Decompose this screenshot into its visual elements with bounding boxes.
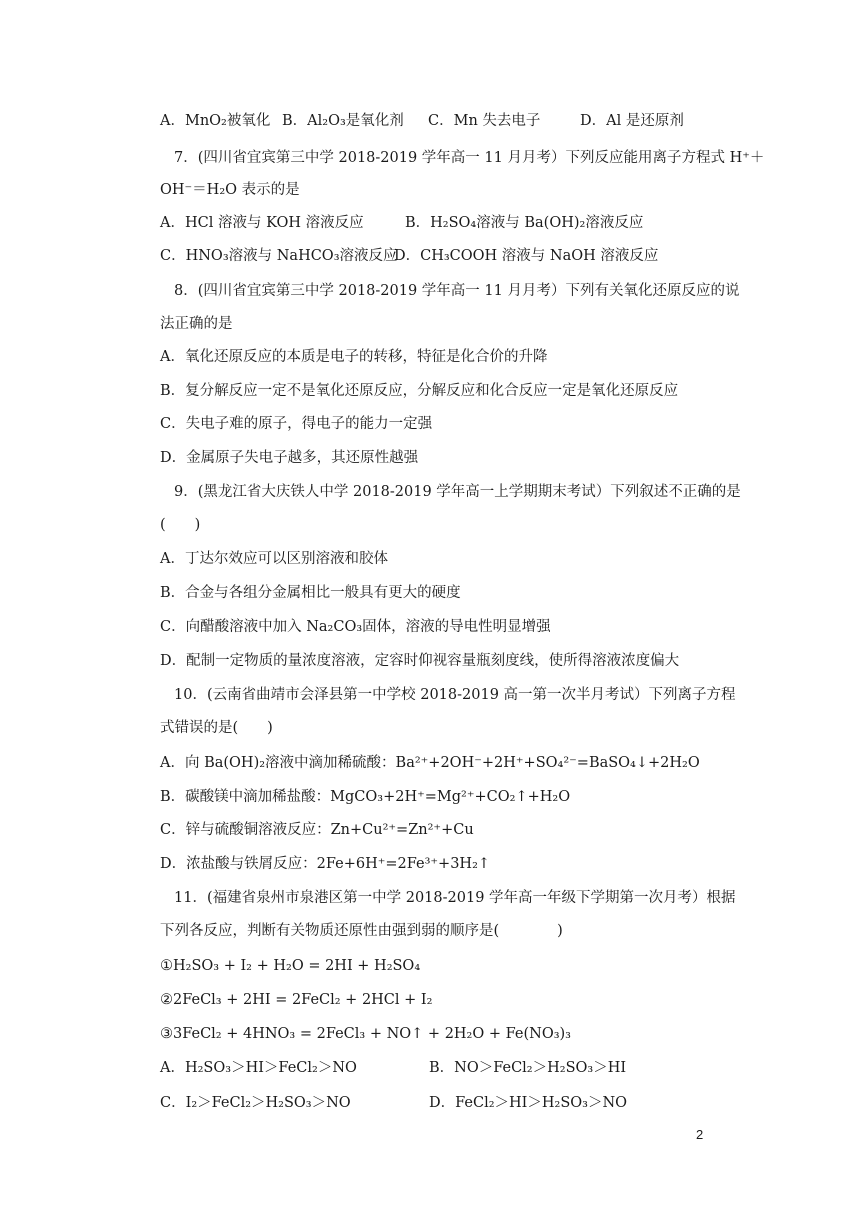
q9-stem-line1: 9．(黑龙江省大庆铁人中学 2018-2019 学年高一上学期期末考试）下列叙述不正确的是	[174, 484, 741, 500]
page-number: 2	[696, 1127, 704, 1142]
q6-option-a: A．MnO₂被氧化	[160, 113, 271, 129]
q8-stem-line1: 8．(四川省宜宾第三中学 2018-2019 学年高一 11 月月考）下列有关氧化还原反应的说	[174, 283, 740, 299]
q11-option-d: D．FeCl₂＞HI＞H₂SO₃＞NO	[429, 1095, 628, 1111]
q11-equation-3: ③3FeCl₂ + 4HNO₃ = 2FeCl₃ + NO↑ + 2H₂O + Fe(NO₃)₃	[160, 1026, 571, 1042]
q8-stem-line2: 法正确的是	[160, 316, 233, 332]
q7-stem-line2: OH⁻＝H₂O 表示的是	[160, 182, 300, 198]
q9-option-b: B．合金与各组分金属相比一般具有更大的硬度	[160, 585, 461, 601]
q9-option-a: A．丁达尔效应可以区别溶液和胶体	[160, 551, 388, 567]
q10-stem-line1: 10．(云南省曲靖市会泽县第一中学校 2018-2019 高一第一次半月考试）下列离子方程	[174, 687, 736, 703]
q6-option-c: C．Mn 失去电子	[428, 113, 541, 129]
q8-option-a: A．氧化还原反应的本质是电子的转移，特征是化合价的升降	[160, 349, 548, 365]
q8-option-c: C．失电子难的原子，得电子的能力一定强	[160, 416, 433, 432]
q11-option-b: B．NO＞FeCl₂＞H₂SO₃＞HI	[429, 1060, 627, 1076]
q7-option-c: C．HNO₃溶液与 NaHCO₃溶液反应	[160, 248, 398, 264]
q10-stem-line2: 式错误的是( )	[160, 720, 273, 736]
q8-option-b: B．复分解反应一定不是氧化还原反应，分解反应和化合反应一定是氧化还原反应	[160, 383, 679, 399]
q11-option-c: C．I₂＞FeCl₂＞H₂SO₃＞NO	[160, 1095, 351, 1111]
q11-equation-2: ②2FeCl₃ + 2HI = 2FeCl₂ + 2HCl + I₂	[160, 992, 433, 1008]
q7-option-d: D．CH₃COOH 溶液与 NaOH 溶液反应	[394, 248, 659, 264]
q9-option-c: C．向醋酸溶液中加入 Na₂CO₃固体，溶液的导电性明显增强	[160, 619, 551, 635]
q11-equation-1: ①H₂SO₃ + I₂ + H₂O = 2HI + H₂SO₄	[160, 958, 421, 974]
q11-stem-line2: 下列各反应，判断有关物质还原性由强到弱的顺序是( )	[160, 923, 563, 939]
q10-option-a: A．向 Ba(OH)₂溶液中滴加稀硫酸：Ba²⁺+2OH⁻+2H⁺+SO₄²⁻=BaSO₄↓+2H₂O	[160, 755, 700, 771]
q9-stem-line2: ( )	[160, 517, 201, 533]
q9-option-d: D．配制一定物质的量浓度溶液，定容时仰视容量瓶刻度线，使所得溶液浓度偏大	[160, 653, 680, 669]
q10-option-b: B．碳酸镁中滴加稀盐酸：MgCO₃+2H⁺=Mg²⁺+CO₂↑+H₂O	[160, 789, 571, 805]
q6-option-d: D．Al 是还原剂	[580, 113, 684, 129]
q11-stem-line1: 11．(福建省泉州市泉港区第一中学 2018-2019 学年高一年级下学期第一次月考）根据	[174, 890, 736, 906]
q10-option-d: D．浓盐酸与铁屑反应：2Fe+6H⁺=2Fe³⁺+3H₂↑	[160, 856, 491, 872]
q7-stem-line1: 7．(四川省宜宾第三中学 2018-2019 学年高一 11 月月考）下列反应能用离子方程式 H⁺＋	[174, 150, 765, 166]
q7-option-a: A．HCl 溶液与 KOH 溶液反应	[160, 215, 364, 231]
q7-option-b: B．H₂SO₄溶液与 Ba(OH)₂溶液反应	[405, 215, 644, 231]
q11-option-a: A．H₂SO₃＞HI＞FeCl₂＞NO	[160, 1060, 357, 1076]
q8-option-d: D．金属原子失电子越多，其还原性越强	[160, 450, 419, 466]
q6-option-b: B．Al₂O₃是氧化剂	[282, 113, 404, 129]
q10-option-c: C．锌与硫酸铜溶液反应：Zn+Cu²⁺=Zn²⁺+Cu	[160, 822, 474, 838]
